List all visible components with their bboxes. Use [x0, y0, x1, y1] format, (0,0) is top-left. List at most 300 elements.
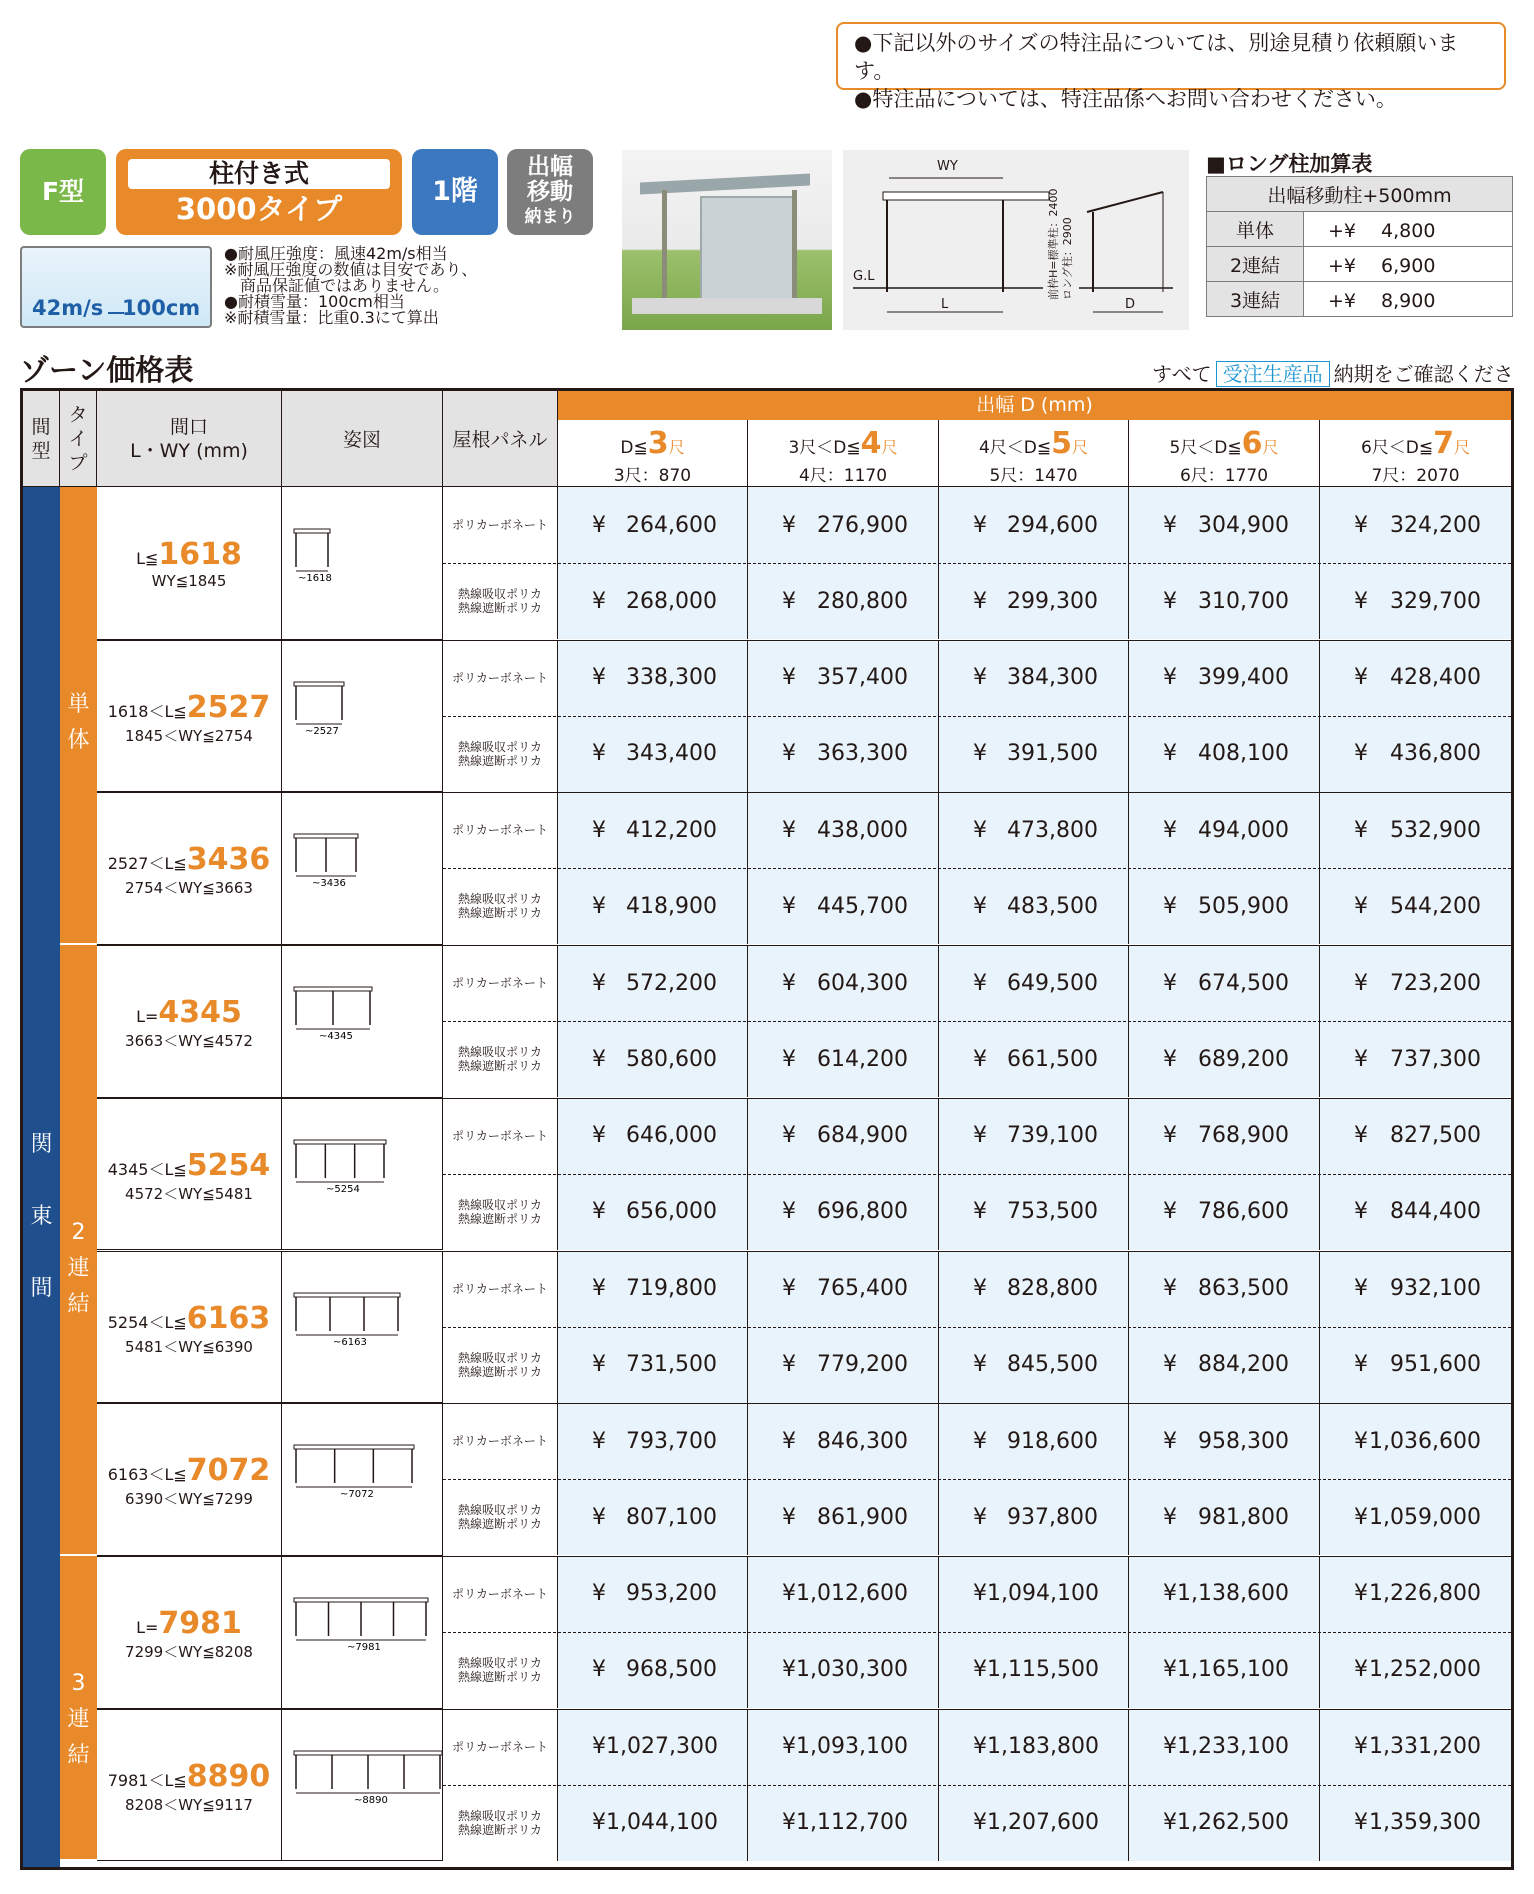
notice-line-2: ●特注品については、特注品係へお問い合わせください。: [854, 87, 1397, 111]
price-cell: [1129, 792, 1320, 868]
price-cell: [558, 1785, 748, 1861]
price-value: 1,027,300: [606, 1734, 718, 1760]
price-cell: [939, 1632, 1129, 1708]
price-cell: [1320, 1098, 1511, 1174]
yen-sign: ¥: [1163, 1734, 1177, 1760]
depth-column-header: [1129, 420, 1320, 487]
depth-sub: 3尺：870: [613, 466, 692, 486]
price-cell: [1129, 1327, 1320, 1403]
yen-sign: ¥: [1354, 1276, 1368, 1301]
price-value: 1,012,600: [796, 1581, 908, 1607]
panel-cell: [443, 487, 558, 563]
price-cell: [939, 1251, 1129, 1327]
price-value: 473,800: [1007, 817, 1098, 843]
yen-sign: ¥: [782, 1581, 796, 1607]
price-cell: [1129, 1709, 1320, 1785]
yen-sign: ¥: [1163, 1581, 1177, 1607]
diagram-wy: WY: [937, 159, 958, 174]
f-type-badge: F型: [20, 149, 106, 235]
notice-line-1: ●下記以外のサイズの特注品については、別途見積り依頼願います。: [854, 31, 1459, 83]
type-label: 結: [67, 1292, 90, 1318]
size-wy: 7299＜WY≦8208: [125, 1642, 253, 1661]
price-value: 1,093,100: [796, 1734, 908, 1760]
size-pre: 6163＜L≦: [107, 1465, 187, 1485]
size-number: 1618: [158, 537, 242, 572]
size-cell: [97, 487, 282, 640]
price-cell: [558, 716, 748, 792]
yen-sign: ¥: [782, 1276, 796, 1301]
price-cell: [558, 1174, 748, 1250]
yen-sign: ¥: [1163, 1046, 1177, 1072]
price-value: 1,165,100: [1177, 1657, 1289, 1683]
yen-sign: ¥: [1163, 1504, 1177, 1530]
price-value: 363,300: [817, 741, 908, 767]
price-cell: [1129, 1632, 1320, 1708]
price-value: 338,300: [626, 665, 717, 691]
yen-sign: ¥: [1163, 741, 1177, 767]
header-type: タイ プ: [60, 391, 97, 487]
yen-sign: ¥: [973, 1046, 987, 1072]
size-pre: 7981＜L≦: [107, 1770, 187, 1790]
header-figure: 姿図: [282, 391, 443, 487]
yen-sign: ¥: [973, 588, 987, 614]
panel-name: 熱線吸収ポリカ: [458, 1655, 542, 1670]
diagram-post1: 前枠H=標準柱：2400: [1047, 188, 1060, 300]
price-value: 294,600: [1007, 512, 1098, 538]
size-number: 7981: [158, 1605, 242, 1641]
yen-sign: ¥: [1354, 1581, 1368, 1607]
price-value: 765,400: [817, 1276, 908, 1301]
price-cell: [939, 792, 1129, 868]
yen-sign: ¥: [592, 893, 606, 919]
yen-sign: ¥: [592, 1276, 606, 1301]
price-value: 1,059,000: [1369, 1504, 1481, 1530]
price-value: 779,200: [817, 1352, 908, 1377]
panel-name: 熱線吸収ポリカ: [458, 1808, 542, 1823]
price-cell: [748, 868, 939, 944]
price-cell: [558, 1403, 748, 1479]
long-post-value: +¥ 4,800: [1304, 212, 1513, 247]
diagram-post2: ロング柱：2900: [1061, 217, 1074, 300]
size-number: 4345: [158, 995, 242, 1031]
price-cell: [558, 1251, 748, 1327]
price-value: 1,252,000: [1369, 1657, 1481, 1683]
depth-column-header: [558, 420, 748, 487]
depth-unit: 尺: [881, 438, 898, 457]
region-sidebar: [23, 487, 60, 1867]
yen-sign: ¥: [1354, 1734, 1368, 1760]
price-cell: [939, 487, 1129, 563]
panel-cell: [443, 1403, 558, 1479]
price-cell: [748, 1556, 939, 1632]
panel-cell: [443, 1556, 558, 1632]
panel-name: ポリカーボネート: [452, 1434, 548, 1449]
yen-sign: ¥: [1354, 1352, 1368, 1377]
spec-notes: [224, 246, 584, 326]
price-value: 1,036,600: [1369, 1428, 1481, 1454]
panel-name: ポリカーボネート: [452, 1586, 548, 1601]
size-wy: 3663＜WY≦4572: [125, 1032, 253, 1051]
type-bar: [60, 487, 97, 945]
price-value: 412,200: [626, 817, 717, 843]
price-cell: [558, 640, 748, 716]
panel-name: 熱線吸収ポリカ: [458, 1197, 542, 1212]
depth-column-header: [748, 420, 939, 487]
yen-sign: ¥: [1354, 665, 1368, 691]
row-divider: [443, 868, 1511, 869]
figure-cell: [282, 945, 443, 1098]
price-cell: [558, 1556, 748, 1632]
panel-cell: [443, 563, 558, 639]
panel-cell: [443, 1098, 558, 1174]
price-value: 737,300: [1390, 1046, 1481, 1072]
row-divider: [443, 1632, 1511, 1633]
price-value: 494,000: [1198, 817, 1289, 843]
size-number: 6163: [186, 1300, 271, 1336]
price-cell: [748, 1021, 939, 1097]
figure-width: ~5254: [326, 1183, 360, 1195]
row-divider: [443, 1174, 1511, 1175]
zone-price-title: ゾーン価格表: [20, 353, 194, 387]
panel-cell: [443, 792, 558, 868]
type-bar: [60, 1556, 97, 1861]
yen-sign: ¥: [973, 1199, 987, 1225]
type-badge-bottom: 3000タイプ: [175, 192, 343, 226]
panel-name: 熱線遮断ポリカ: [458, 1669, 542, 1684]
group-divider: [97, 792, 1511, 793]
yen-sign: ¥: [782, 893, 796, 919]
panel-cell: [443, 1479, 558, 1555]
depth-unit: 尺: [1454, 438, 1471, 457]
price-cell: [939, 1098, 1129, 1174]
size-cell: [97, 1403, 282, 1556]
panel-name: ポリカーボネート: [452, 976, 548, 991]
price-cell: [558, 1632, 748, 1708]
price-value: 436,800: [1390, 741, 1481, 767]
yen-sign: ¥: [973, 1734, 987, 1760]
price-value: 329,700: [1390, 588, 1481, 614]
price-value: 438,000: [817, 817, 908, 843]
type-label: 2: [71, 1220, 86, 1246]
price-cell: [558, 563, 748, 639]
header-kankan: 間 型: [23, 391, 60, 487]
panel-name: 熱線遮断ポリカ: [458, 1517, 542, 1532]
panel-name: ポリカーボネート: [452, 823, 548, 838]
type-label: 単: [67, 692, 90, 717]
price-value: 614,200: [817, 1046, 908, 1072]
yen-sign: ¥: [1354, 1428, 1368, 1454]
price-value: 918,600: [1007, 1428, 1098, 1454]
group-divider: [97, 1709, 1511, 1710]
depth-sub: 6尺：1770: [1179, 466, 1269, 486]
panel-cell: [443, 640, 558, 716]
size-cell: [97, 1709, 282, 1862]
figure-width: ~6163: [333, 1336, 367, 1348]
size-pre: 2527＜L≦: [107, 854, 187, 874]
panel-name: 熱線吸収ポリカ: [458, 1045, 542, 1060]
price-cell: [558, 1021, 748, 1097]
price-value: 1,183,800: [987, 1734, 1099, 1760]
type-label: 体: [67, 728, 90, 753]
figure-width: ~7981: [347, 1641, 381, 1653]
panel-cell: [443, 868, 558, 944]
size-number: 3436: [186, 842, 271, 878]
yen-sign: ¥: [1354, 1046, 1368, 1072]
price-cell: [1320, 1021, 1511, 1097]
depth-pre: 3尺＜D≦: [788, 438, 861, 458]
price-value: 739,100: [1007, 1123, 1098, 1149]
yen-sign: ¥: [973, 665, 987, 691]
price-value: 731,500: [626, 1352, 717, 1377]
row-divider: [443, 1021, 1511, 1022]
price-cell: [748, 1632, 939, 1708]
depth-pre: 6尺＜D≦: [1360, 438, 1434, 458]
region-label: 関: [30, 1132, 53, 1157]
price-cell: [1320, 640, 1511, 716]
yen-sign: ¥: [973, 1581, 987, 1607]
elevation-figure: [292, 985, 442, 1055]
price-value: 828,800: [1007, 1276, 1098, 1301]
yen-sign: ¥: [592, 1123, 606, 1149]
price-value: 572,200: [626, 970, 717, 996]
price-value: 793,700: [626, 1428, 717, 1454]
figure-width: ~2527: [305, 725, 339, 737]
size-wy: WY≦1845: [151, 572, 227, 590]
price-cell: [1320, 945, 1511, 1021]
type-label: 3: [71, 1670, 86, 1696]
dimension-diagram: [843, 150, 1189, 330]
price-value: 953,200: [626, 1581, 717, 1607]
price-value: 981,800: [1198, 1504, 1289, 1530]
panel-cell: [443, 1174, 558, 1250]
price-value: 768,900: [1198, 1123, 1289, 1149]
price-cell: [939, 1327, 1129, 1403]
price-value: 674,500: [1198, 970, 1289, 996]
price-cell: [1129, 1556, 1320, 1632]
yen-sign: ¥: [592, 1734, 606, 1760]
panel-name: 熱線遮断ポリカ: [458, 1822, 542, 1837]
size-wy: 5481＜WY≦6390: [125, 1337, 253, 1356]
price-value: 505,900: [1198, 893, 1289, 919]
yen-sign: ¥: [1163, 512, 1177, 538]
depth-big: 6: [1241, 426, 1263, 461]
depth-column-header: [939, 420, 1129, 487]
yen-sign: ¥: [1163, 588, 1177, 614]
price-cell: [939, 1021, 1129, 1097]
size-pre: 4345＜L≦: [107, 1159, 187, 1179]
price-cell: [939, 716, 1129, 792]
diagram-gl: G.L: [853, 269, 875, 284]
price-cell: [748, 1098, 939, 1174]
price-value: 649,500: [1007, 970, 1098, 996]
panel-cell: [443, 1785, 558, 1861]
depth-sub: 4尺：1170: [798, 466, 888, 486]
price-cell: [1320, 563, 1511, 639]
price-cell: [558, 1098, 748, 1174]
price-value: 418,900: [626, 893, 717, 919]
price-value: 1,331,200: [1369, 1734, 1481, 1760]
price-value: 646,000: [626, 1123, 717, 1149]
price-cell: [1129, 1403, 1320, 1479]
yen-sign: ¥: [973, 893, 987, 919]
yen-sign: ¥: [592, 665, 606, 691]
type-label: 結: [67, 1742, 90, 1768]
group-divider: [97, 1403, 1511, 1404]
long-post-value: +¥ 6,900: [1304, 247, 1513, 282]
price-cell: [1129, 1098, 1320, 1174]
price-cell: [939, 1174, 1129, 1250]
panel-cell: [443, 1021, 558, 1097]
depth-group-header: 出幅 D (mm): [558, 391, 1511, 420]
depth-move-badge: [507, 149, 593, 235]
type-label: 連: [67, 1256, 90, 1282]
size-cell: [97, 945, 282, 1098]
price-value: 483,500: [1007, 893, 1098, 919]
price-value: 937,800: [1007, 1504, 1098, 1530]
price-cell: [1320, 792, 1511, 868]
price-cell: [939, 563, 1129, 639]
type-badge: [116, 149, 402, 235]
panel-name: 熱線吸収ポリカ: [458, 892, 542, 907]
price-cell: [939, 1709, 1129, 1785]
price-value: 445,700: [817, 893, 908, 919]
price-value: 428,400: [1390, 665, 1481, 691]
price-cell: [1320, 1709, 1511, 1785]
price-value: 1,115,500: [987, 1657, 1099, 1683]
group-divider: [97, 945, 1511, 946]
price-value: 1,044,100: [606, 1810, 718, 1836]
price-value: 276,900: [817, 512, 908, 538]
yen-sign: ¥: [1354, 817, 1368, 843]
yen-sign: ¥: [592, 1046, 606, 1072]
price-cell: [1129, 1479, 1320, 1555]
spec-line: ※耐風圧強度の数値は目安であり、: [224, 260, 478, 279]
panel-cell: [443, 945, 558, 1021]
price-cell: [558, 1709, 748, 1785]
price-value: 1,262,500: [1177, 1810, 1289, 1836]
price-cell: [1129, 716, 1320, 792]
yen-sign: ¥: [1163, 1810, 1177, 1836]
price-cell: [748, 945, 939, 1021]
long-post-value: +¥ 8,900: [1304, 282, 1513, 317]
yen-sign: ¥: [1163, 970, 1177, 996]
price-cell: [748, 1251, 939, 1327]
price-cell: [939, 640, 1129, 716]
yen-sign: ¥: [592, 817, 606, 843]
yen-sign: ¥: [1163, 1428, 1177, 1454]
price-value: 827,500: [1390, 1123, 1481, 1149]
yen-sign: ¥: [1163, 1657, 1177, 1683]
price-cell: [1129, 1174, 1320, 1250]
yen-sign: ¥: [1163, 1352, 1177, 1377]
special-order-notice: [836, 22, 1506, 111]
price-value: 532,900: [1390, 817, 1481, 843]
yen-sign: ¥: [973, 1276, 987, 1301]
price-cell: [939, 1403, 1129, 1479]
yen-sign: ¥: [1354, 741, 1368, 767]
yen-sign: ¥: [782, 665, 796, 691]
panel-name: ポリカーボネート: [452, 1739, 548, 1754]
elevation-figure: [292, 680, 442, 750]
yen-sign: ¥: [1354, 1504, 1368, 1530]
panel-name: 熱線吸収ポリカ: [458, 1503, 542, 1518]
price-cell: [939, 1479, 1129, 1555]
figure-cell: [282, 792, 443, 945]
yen-sign: ¥: [1354, 1810, 1368, 1836]
price-value: 1,030,300: [796, 1657, 908, 1683]
price-cell: [1320, 1174, 1511, 1250]
price-value: 863,500: [1198, 1276, 1289, 1301]
yen-sign: ¥: [1163, 1123, 1177, 1149]
long-post-table: [1206, 148, 1516, 317]
panel-name: 熱線遮断ポリカ: [458, 1211, 542, 1226]
product-photo: [622, 150, 832, 330]
long-post-header: 出幅移動柱+500mm: [1207, 177, 1513, 212]
yen-sign: ¥: [782, 970, 796, 996]
size-cell: [97, 1556, 282, 1709]
figure-cell: [282, 1403, 443, 1556]
size-wy: 4572＜WY≦5481: [125, 1184, 253, 1203]
yen-sign: ¥: [1354, 1657, 1368, 1683]
yen-sign: ¥: [592, 741, 606, 767]
price-value: 604,300: [817, 970, 908, 996]
yen-sign: ¥: [1354, 1199, 1368, 1225]
group-divider: [97, 1556, 1511, 1557]
size-number: 2527: [186, 689, 271, 725]
depth-move-badge-3: 納まり: [524, 207, 576, 227]
header-panel: 屋根パネル: [443, 391, 558, 487]
yen-sign: ¥: [1354, 588, 1368, 614]
price-cell: [1320, 1327, 1511, 1403]
size-number: 8890: [186, 1758, 271, 1794]
elevation-figure: [292, 527, 442, 597]
header-size: 間口 L・WY (mm): [97, 391, 282, 487]
figure-width: ~8890: [354, 1794, 388, 1806]
yen-sign: ¥: [1163, 1276, 1177, 1301]
price-cell: [558, 792, 748, 868]
price-value: 324,200: [1390, 512, 1481, 538]
spec-line: ●耐風圧強度：風速42m/s相当: [224, 244, 448, 263]
price-cell: [748, 1403, 939, 1479]
price-value: 861,900: [817, 1504, 908, 1530]
panel-name: ポリカーボネート: [452, 1281, 548, 1296]
price-value: 280,800: [817, 588, 908, 614]
price-value: 1,226,800: [1369, 1581, 1481, 1607]
price-cell: [1129, 640, 1320, 716]
figure-cell: [282, 1709, 443, 1862]
price-cell: [939, 1785, 1129, 1861]
type-label: 連: [67, 1706, 90, 1732]
yen-sign: ¥: [973, 1123, 987, 1149]
row-divider: [443, 1785, 1511, 1786]
price-value: 932,100: [1390, 1276, 1481, 1301]
panel-name: 熱線吸収ポリカ: [458, 1350, 542, 1365]
row-divider: [443, 563, 1511, 564]
panel-cell: [443, 1632, 558, 1708]
yen-sign: ¥: [592, 1810, 606, 1836]
yen-sign: ¥: [782, 1123, 796, 1149]
figure-cell: [282, 1098, 443, 1251]
yen-sign: ¥: [592, 1504, 606, 1530]
panel-name: ポリカーボネート: [452, 518, 548, 532]
panel-name: ポリカーボネート: [452, 1128, 548, 1143]
yen-sign: ¥: [1354, 970, 1368, 996]
price-cell: [558, 945, 748, 1021]
price-value: 384,300: [1007, 665, 1098, 691]
price-cell: [748, 563, 939, 639]
yen-sign: ¥: [592, 1352, 606, 1377]
yen-sign: ¥: [973, 817, 987, 843]
